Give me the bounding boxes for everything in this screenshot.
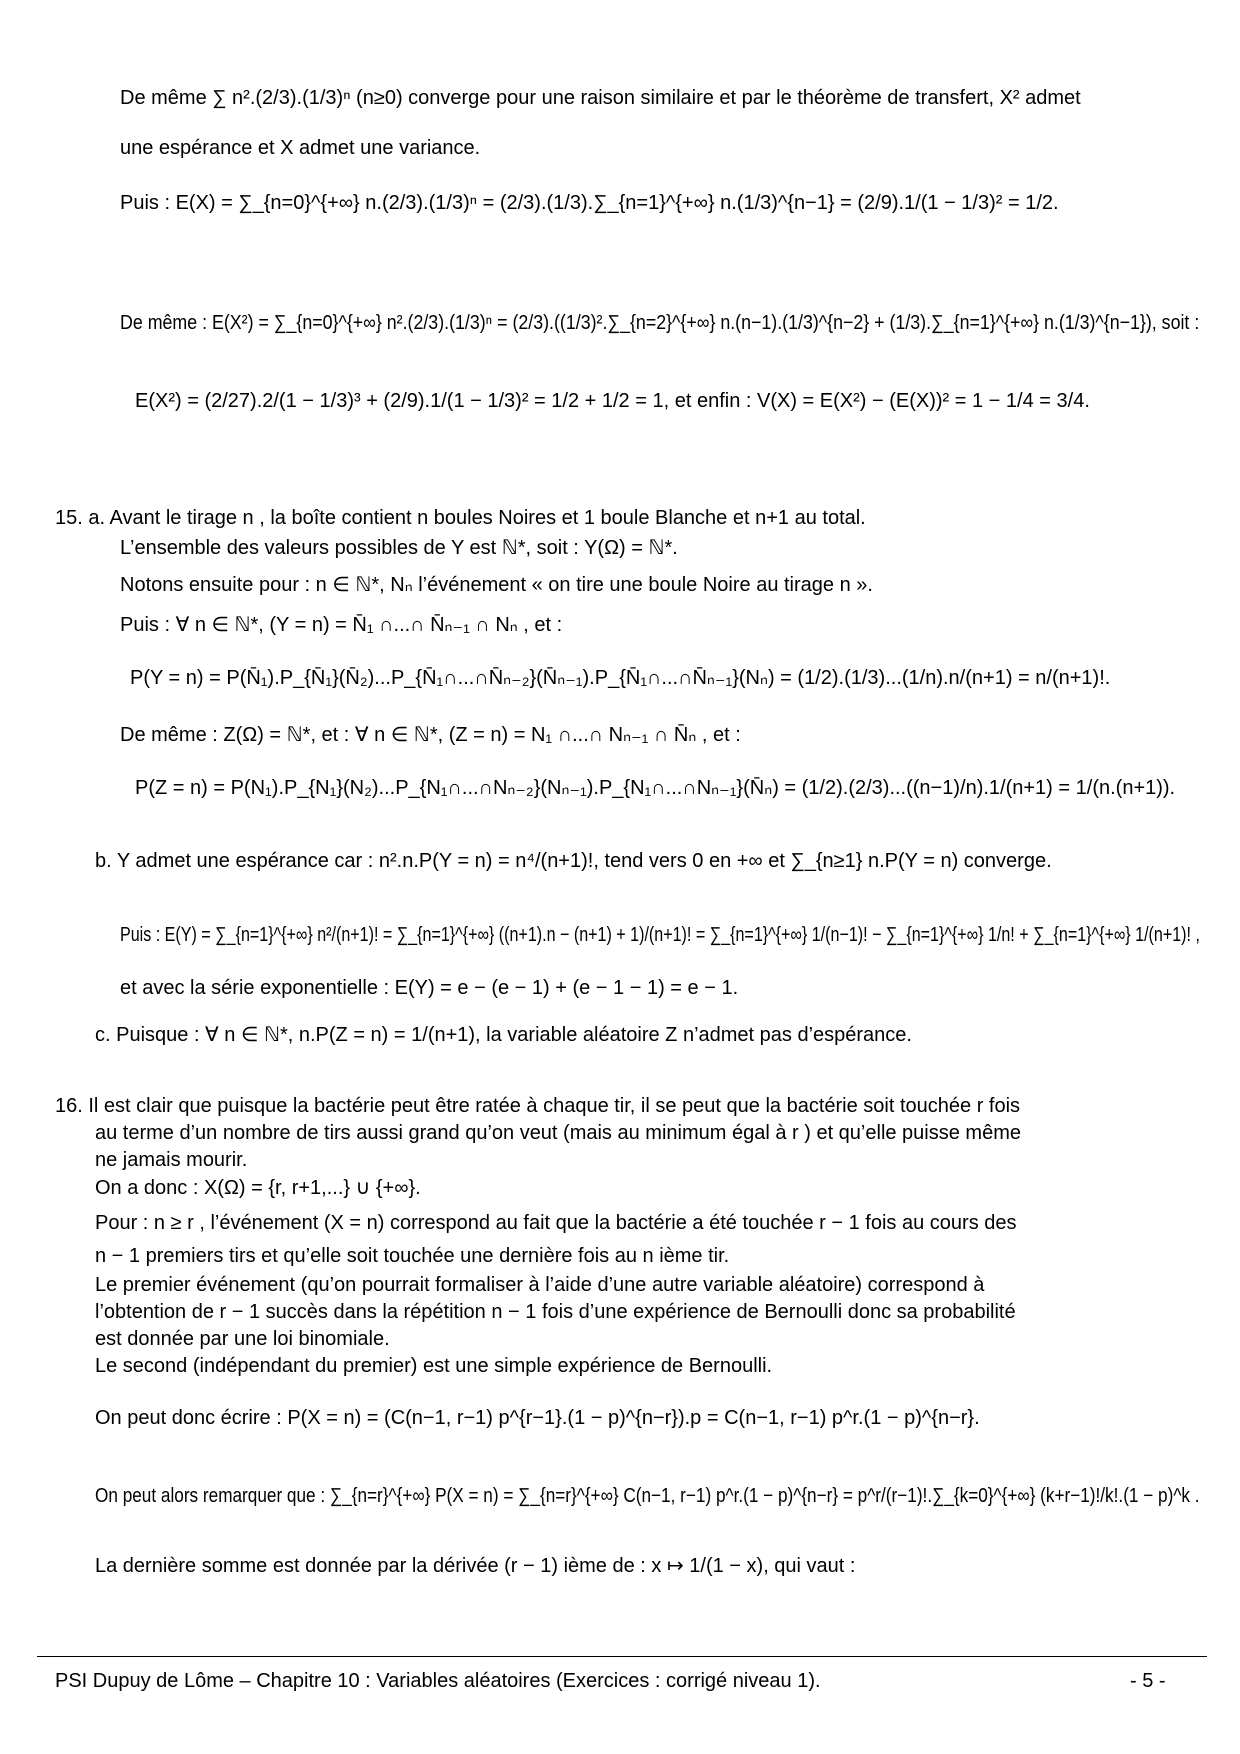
text-line: On peut alors remarquer que : ∑_{n=r}^{+∞} P(X = n) = ∑_{n=r}^{+∞} C(n−1, r−1) p^r.(1 − p)^{n−r} = p^r/(r−1)!.∑_{k=0}^{+∞} (k+r−1)!/k!.(1 − p)^k . bbox=[95, 1485, 1200, 1507]
text-line: l’obtention de r − 1 succès dans la répétition n − 1 fois d’une expérience de Bernoulli donc sa probabilité bbox=[95, 1301, 1016, 1323]
text-line: De même : E(X²) = ∑_{n=0}^{+∞} n².(2/3).(1/3)ⁿ = (2/3).((1/3)².∑_{n=2}^{+∞} n.(n−1).(1/3)^{n−2} + (1/3).∑_{n=1}^{+∞} n.(1/3)^{n−1}), soit : bbox=[120, 312, 1200, 334]
text-line: P(Y = n) = P(N̄₁).P_{N̄₁}(N̄₂)...P_{N̄₁∩...∩N̄ₙ₋₂}(N̄ₙ₋₁).P_{N̄₁∩...∩N̄ₙ₋₁}(Nₙ) = (1/2).(1/3)...(1/n).n/(n+1) = n/(n+1)!. bbox=[130, 667, 1111, 689]
text-line: Puis : E(Y) = ∑_{n=1}^{+∞} n²/(n+1)! = ∑_{n=1}^{+∞} ((n+1).n − (n+1) + 1)/(n+1)! = ∑_{n=1}^{+∞} 1/(n−1)! − ∑_{n=1}^{+∞} 1/n! + ∑_{n=1}^{+∞} 1/(n+1)! , bbox=[120, 924, 1200, 946]
text-line: une espérance et X admet une variance. bbox=[120, 137, 481, 159]
footer-rule bbox=[37, 1656, 1207, 1657]
text-line: Notons ensuite pour : n ∈ ℕ*, Nₙ l’événement « on tire une boule Noire au tirage n ». bbox=[120, 574, 873, 596]
text-line: n − 1 premiers tirs et qu’elle soit touchée une dernière fois au n ième tir. bbox=[95, 1245, 730, 1267]
text-line: De même ∑ n².(2/3).(1/3)ⁿ (n≥0) converge pour une raison similaire et par le théorème de transfert, X² admet bbox=[120, 87, 1081, 109]
text-line: Puis : E(X) = ∑_{n=0}^{+∞} n.(2/3).(1/3)ⁿ = (2/3).(1/3).∑_{n=1}^{+∞} n.(1/3)^{n−1} = (2/9).1/(1 − 1/3)² = 1/2. bbox=[120, 192, 1059, 214]
text-line: c. Puisque : ∀ n ∈ ℕ*, n.P(Z = n) = 1/(n+1), la variable aléatoire Z n’admet pas d’espérance. bbox=[95, 1024, 912, 1046]
text-line: au terme d’un nombre de tirs aussi grand qu’on veut (mais au minimum égal à r ) et qu’elle puisse même bbox=[95, 1122, 1021, 1144]
text-line: est donnée par une loi binomiale. bbox=[95, 1328, 390, 1350]
text-line: 15. a. Avant le tirage n , la boîte contient n boules Noires et 1 boule Blanche et n+1 au total. bbox=[55, 507, 866, 529]
page-number: - 5 - bbox=[1130, 1670, 1166, 1692]
text-line: On peut donc écrire : P(X = n) = (C(n−1, r−1) p^{r−1}.(1 − p)^{n−r}).p = C(n−1, r−1) p^r.(1 − p)^{n−r}. bbox=[95, 1407, 980, 1429]
text-line: P(Z = n) = P(N₁).P_{N₁}(N₂)...P_{N₁∩...∩Nₙ₋₂}(Nₙ₋₁).P_{N₁∩...∩Nₙ₋₁}(N̄ₙ) = (1/2).(2/3)...((n−1)/n).1/(n+1) = 1/(n.(n+1)). bbox=[135, 777, 1176, 799]
text-line: De même : Z(Ω) = ℕ*, et : ∀ n ∈ ℕ*, (Z = n) = N₁ ∩...∩ Nₙ₋₁ ∩ N̄ₙ , et : bbox=[120, 724, 741, 746]
footer-title: PSI Dupuy de Lôme – Chapitre 10 : Variables aléatoires (Exercices : corrigé niveau 1). bbox=[55, 1670, 821, 1692]
text-line: 16. Il est clair que puisque la bactérie peut être ratée à chaque tir, il se peut que la bactérie soit touchée r fois bbox=[55, 1095, 1021, 1117]
text-line: Pour : n ≥ r , l’événement (X = n) correspond au fait que la bactérie a été touchée r − 1 fois au cours des bbox=[95, 1212, 1017, 1234]
text-line: Le premier événement (qu’on pourrait formaliser à l’aide d’une autre variable aléatoire) correspond à bbox=[95, 1274, 985, 1296]
text-line: E(X²) = (2/27).2/(1 − 1/3)³ + (2/9).1/(1 − 1/3)² = 1/2 + 1/2 = 1, et enfin : V(X) = E(X²) − (E(X))² = 1 − 1/4 = 3/4. bbox=[135, 390, 1090, 412]
text-line: On a donc : X(Ω) = {r, r+1,...} ∪ {+∞}. bbox=[95, 1177, 421, 1199]
text-line: Puis : ∀ n ∈ ℕ*, (Y = n) = N̄₁ ∩...∩ N̄ₙ₋₁ ∩ Nₙ , et : bbox=[120, 614, 563, 636]
text-line: et avec la série exponentielle : E(Y) = e − (e − 1) + (e − 1 − 1) = e − 1. bbox=[120, 977, 739, 999]
text-line: b. Y admet une espérance car : n².n.P(Y = n) = n⁴/(n+1)!, tend vers 0 en +∞ et ∑_{n≥1} n.P(Y = n) converge. bbox=[95, 850, 1052, 872]
text-line: La dernière somme est donnée par la dérivée (r − 1) ième de : x ↦ 1/(1 − x), qui vaut : bbox=[95, 1555, 856, 1577]
text-line: L’ensemble des valeurs possibles de Y est ℕ*, soit : Y(Ω) = ℕ*. bbox=[120, 537, 678, 559]
text-line: Le second (indépendant du premier) est une simple expérience de Bernoulli. bbox=[95, 1355, 773, 1377]
text-line: ne jamais mourir. bbox=[95, 1149, 248, 1171]
